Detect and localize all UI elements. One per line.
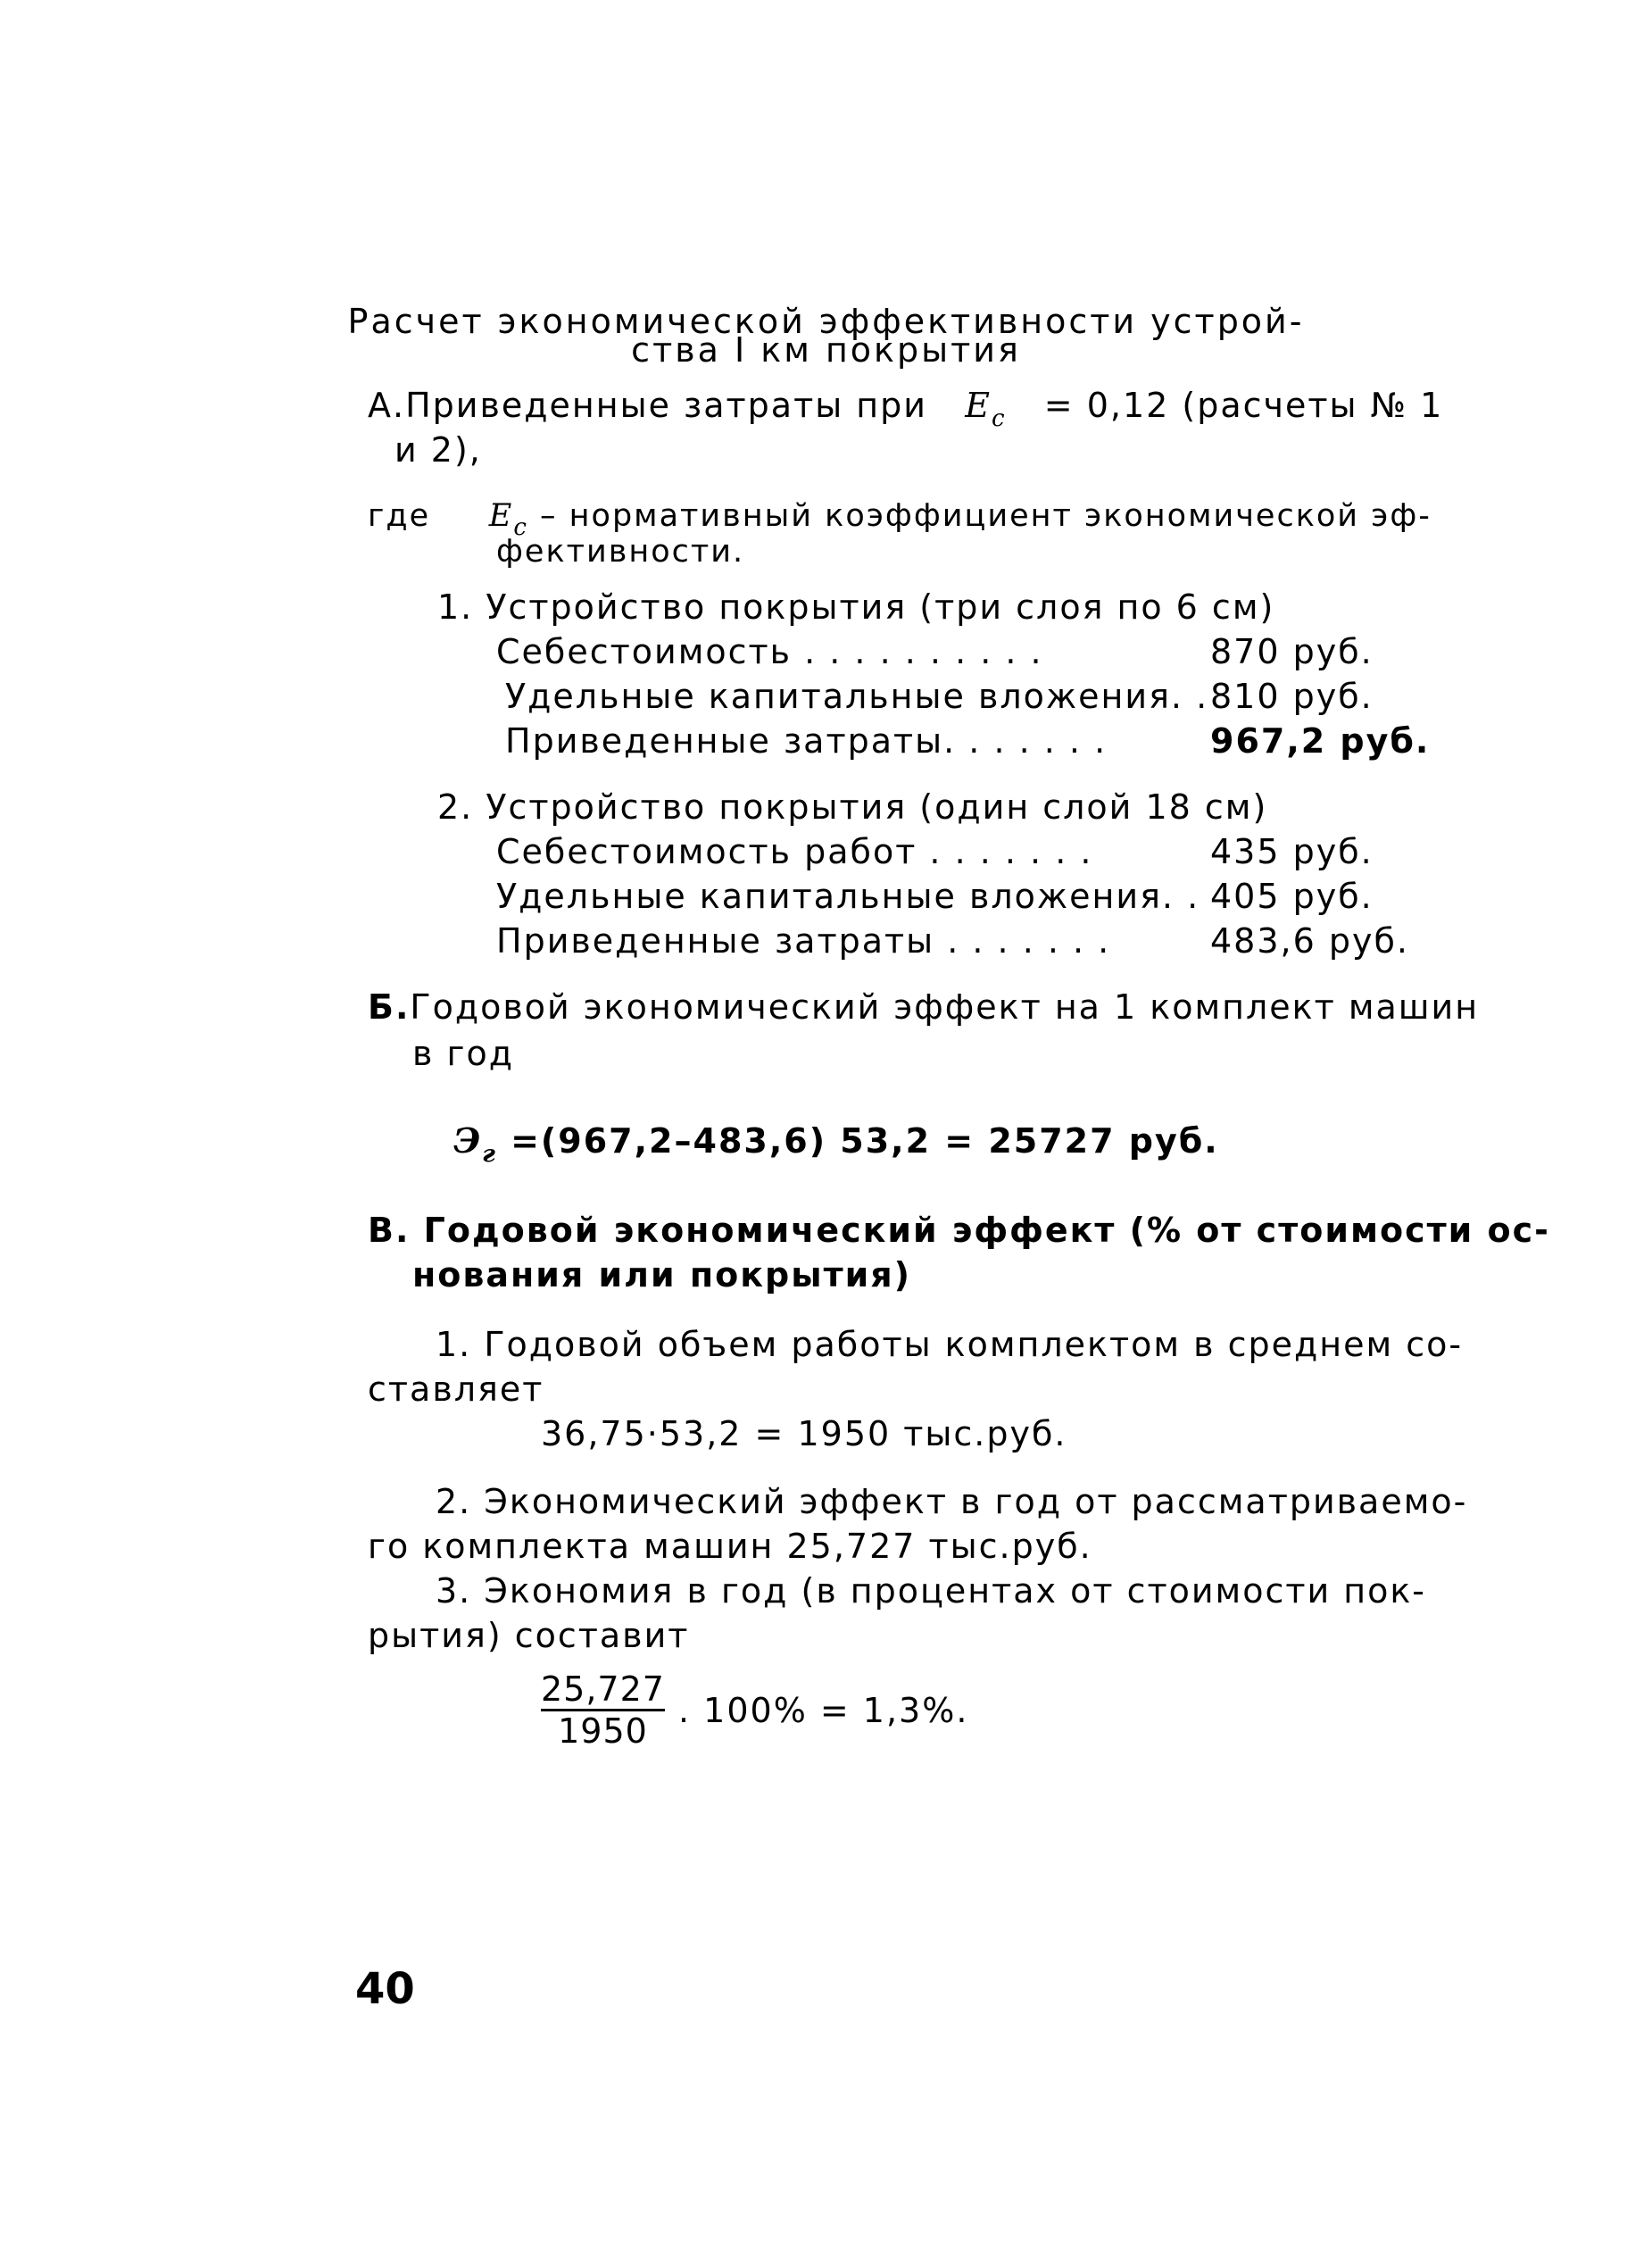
where-text: – нормативный коэффициент экономической эф- xyxy=(540,498,1432,534)
ec-symbol: $Е_с$ xyxy=(965,386,1007,432)
item-1-row xyxy=(505,721,1430,761)
item-1-row xyxy=(505,677,1374,716)
title-line-2: ства I км покрытия xyxy=(631,330,1021,370)
section-c-line-1: В. Годовой экономический эффект (% от стоимости ос- xyxy=(368,1211,1550,1250)
fraction xyxy=(541,1671,665,1749)
fraction-denominator: 1950 xyxy=(558,1711,648,1751)
fraction-numerator: 25,727 xyxy=(541,1669,665,1709)
row-label: Себестоимость работ . . . . . . . xyxy=(496,832,1093,871)
row-value: 967,2 руб. xyxy=(1210,721,1431,761)
section-c-p2-line-2: го комплекта машин 25,727 тыс.руб. xyxy=(368,1527,1092,1566)
section-b-line-1 xyxy=(368,987,1479,1027)
section-c-p3-line-1: 3. Экономия в год (в процентах от стоимости пок- xyxy=(436,1571,1427,1611)
section-b-formula-text: =(967,2–483,6) 53,2 = 25727 руб. xyxy=(511,1121,1219,1161)
section-c-p2-line-1: 2. Экономический эффект в год от рассматриваемо- xyxy=(436,1482,1468,1521)
section-a-line-2: и 2), xyxy=(394,430,482,470)
item-2-heading: 2. Устройство покрытия (один слой 18 см) xyxy=(437,787,1268,827)
row-label: Приведенные затраты . . . . . . . xyxy=(496,921,1111,961)
where-prefix: где xyxy=(368,498,431,534)
page-number: 40 xyxy=(355,1964,415,2014)
section-c-p1-line-1: 1. Годовой объем работы комплектом в среднем со- xyxy=(436,1325,1464,1364)
section-b-text: Годовой экономический эффект на 1 комплект машин xyxy=(410,987,1480,1027)
eg-symbol: $Э_г$ xyxy=(453,1120,497,1168)
row-value: 483,6 руб. xyxy=(1210,921,1409,961)
fraction-result: . 100% = 1,3%. xyxy=(678,1691,969,1730)
item-2-row xyxy=(496,832,1374,871)
section-a-line-1 xyxy=(368,386,1444,432)
row-label: Удельные капитальные вложения. . xyxy=(496,877,1200,916)
section-b-line-2: в год xyxy=(412,1034,514,1073)
title-line-1: Расчет экономической эффективности устрой- xyxy=(347,302,1305,341)
section-c-p3-line-2: рытия) составит xyxy=(368,1616,690,1655)
row-value: 435 руб. xyxy=(1210,832,1374,871)
section-a-text-before: А.Приведенные затраты при xyxy=(368,386,927,425)
row-value: 405 руб. xyxy=(1210,877,1374,916)
item-2-row xyxy=(496,877,1374,916)
row-label: Себестоимость . . . . . . . . . . xyxy=(496,632,1043,671)
section-b-marker: Б. xyxy=(368,987,411,1027)
section-c-line-2: нования или покрытия) xyxy=(412,1255,912,1294)
item-2-row xyxy=(496,921,1409,961)
row-value: 810 руб. xyxy=(1210,677,1374,716)
section-a-text-after: = 0,12 (расчеты № 1 xyxy=(1043,386,1444,425)
row-label: Удельные капитальные вложения. . xyxy=(505,677,1209,716)
where-line-2: фективности. xyxy=(496,534,745,570)
section-c-p1-line-2: ставляет xyxy=(368,1369,544,1409)
ec-symbol-where: $Е_с$ xyxy=(488,498,528,541)
row-label: Приведенные затраты. . . . . . . xyxy=(505,721,1108,761)
section-c-p1-formula: 36,75·53,2 = 1950 тыс.руб. xyxy=(541,1414,1067,1453)
item-1-row xyxy=(496,632,1374,671)
item-1-heading: 1. Устройство покрытия (три слоя по 6 см) xyxy=(437,587,1275,627)
row-value: 870 руб. xyxy=(1210,632,1374,671)
section-b-formula xyxy=(453,1120,1219,1168)
